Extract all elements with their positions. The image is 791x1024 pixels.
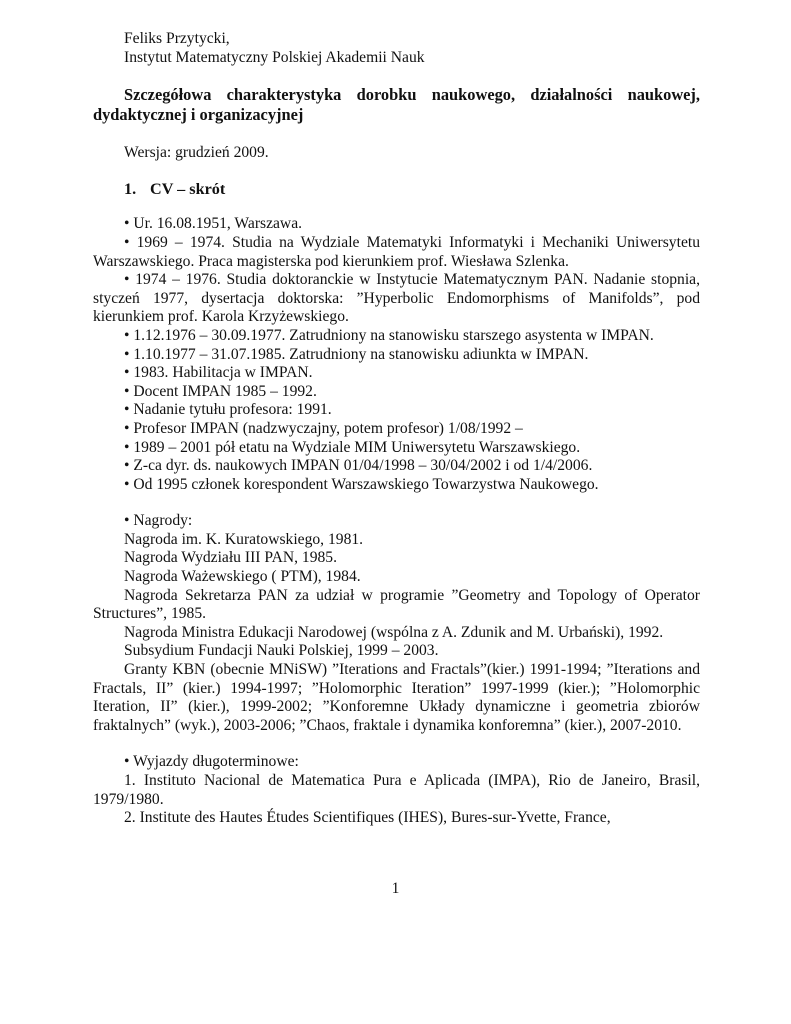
section-heading — [93, 180, 700, 199]
award-item: Nagroda Ważewskiego ( PTM), 1984. — [124, 568, 361, 586]
trips-section — [93, 753, 700, 827]
award-item: Nagroda Sekretarza PAN za udział w programie ”Geometry and Topology of Operator Structures”, 1985. — [93, 586, 700, 623]
cv-item: • 1989 – 2001 pół etatu na Wydziale MIM Uniwersytetu Warszawskiego. — [124, 438, 581, 456]
award-item: Granty KBN (obecnie MNiSW) ”Iterations and Fractals”(kier.) 1991-1994; ”Iterations and Fractals, II” (kier.) 1994-1997; ”Holomorphic Iteration” 1997-1999 (kier.); ”Holomorphic Iteration, II” (kier.), 1999-2002; ”Konforemne Układy dynamiczne i geometria zbiorów fraktalnych” (wyk.), 2003-2006; ”Chaos, fraktale i dynamika konforemna” (kier.), 2007-2010. — [93, 661, 700, 734]
section-label: CV – skrót — [150, 179, 226, 198]
cv-item: • Od 1995 członek korespondent Warszawskiego Towarzystwa Naukowego. — [124, 475, 599, 493]
awards-section — [93, 512, 700, 735]
page-number: 1 — [391, 880, 400, 897]
author-name: Feliks Przytycki, — [124, 30, 230, 47]
trips-heading: • Wyjazdy długoterminowe: — [124, 753, 299, 771]
trip-item: 1. Instituto Nacional de Matematica Pura e Aplicada (IMPA), Rio de Janeiro, Brasil, 1979/1980. — [93, 772, 700, 808]
award-item: Nagroda im. K. Kuratowskiego, 1981. — [124, 530, 364, 548]
cv-item: • Nadanie tytułu profesora: 1991. — [124, 401, 332, 419]
author-institution: Instytut Matematyczny Polskiej Akademii Nauk — [124, 48, 425, 66]
section-number: 1. — [124, 179, 137, 198]
page-content — [93, 30, 700, 828]
cv-item: • Z-ca dyr. ds. naukowych IMPAN 01/04/1998 – 30/04/2002 i od 1/4/2006. — [124, 457, 593, 475]
document-title: Szczegółowa charakterystyka dorobku naukowego, działalności naukowej, dydaktycznej i organizacyjnej — [93, 85, 700, 125]
awards-heading: • Nagrody: — [124, 512, 193, 530]
cv-item: • 1.12.1976 – 30.09.1977. Zatrudniony na stanowisku starszego asystenta w IMPAN. — [124, 326, 654, 344]
cv-item: • 1983. Habilitacja w IMPAN. — [124, 364, 313, 382]
cv-item: • Docent IMPAN 1985 – 1992. — [124, 382, 317, 400]
cv-item: • Profesor IMPAN (nadzwyczajny, potem profesor) 1/08/1992 – — [124, 419, 523, 437]
award-item: Nagroda Wydziału III PAN, 1985. — [124, 549, 338, 567]
award-item: Subsydium Fundacji Nauki Polskiej, 1999 – 2003. — [124, 642, 439, 660]
cv-item: • 1974 – 1976. Studia doktoranckie w Instytucie Matematycznym PAN. Nadanie stopnia, styczeń 1977, dysertacja doktorska: ”Hyperbolic Endomorphisms of Manifolds”, pod kierunkiem prof. Karola Krzyżewskiego. — [93, 271, 700, 326]
trip-item: 2. Institute des Hautes Études Scientifiques (IHES), Bures-sur-Yvette, France, — [124, 809, 611, 827]
cv-item: • 1969 – 1974. Studia na Wydziale Matematyki Informatyki i Mechaniki Uniwersytetu Warszawskiego. Praca magisterska pod kierunkiem prof. Wiesława Szlenka. — [93, 233, 700, 270]
cv-item: • Ur. 16.08.1951, Warszawa. — [124, 215, 303, 233]
cv-item: • 1.10.1977 – 31.07.1985. Zatrudniony na stanowisku adiunkta w IMPAN. — [124, 345, 589, 363]
version-line: Wersja: grudzień 2009. — [124, 144, 269, 162]
award-item: Nagroda Ministra Edukacji Narodowej (wspólna z A. Zdunik and M. Urbański), 1992. — [124, 623, 664, 641]
cv-list — [93, 215, 700, 494]
